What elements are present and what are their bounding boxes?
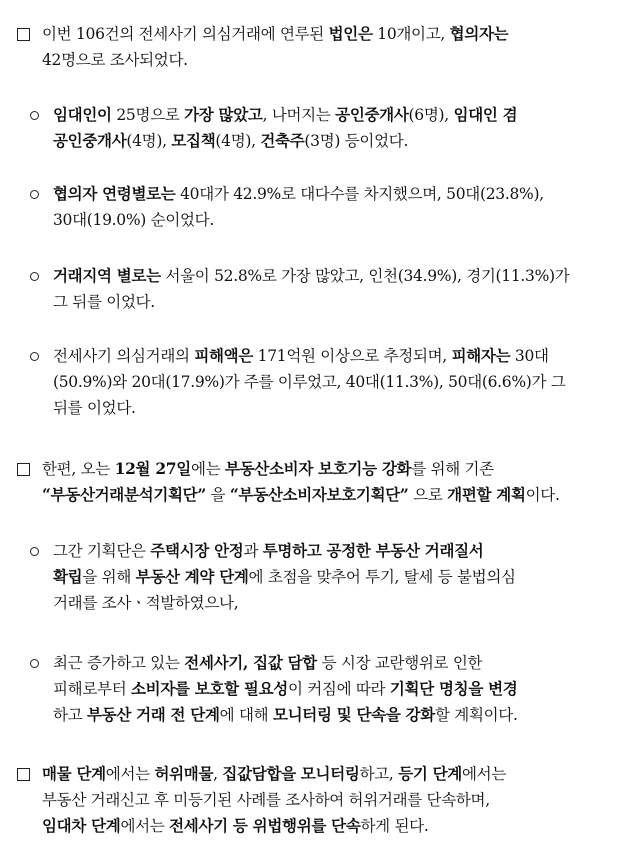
bold-text-run: 건축주: [260, 131, 305, 150]
bold-text-run: 등기 단계: [398, 764, 462, 783]
bold-text-run: “부동산거래분석기획단”: [42, 485, 206, 504]
text-run: 171억원 이상으로 추정되며,: [253, 347, 452, 365]
text-line: [53, 702, 605, 728]
text-run: 을: [205, 486, 230, 504]
text-run: 42명으로 조사되었다.: [42, 51, 188, 69]
text-run: 그간 기획단은: [53, 542, 151, 560]
text-line: [42, 787, 608, 813]
text-run: 40대가 42.9%로 대다수를 차지했으며, 50대(23.8%),: [175, 185, 544, 203]
bold-text-run: 임대차 단계: [42, 816, 121, 835]
text-run: 에서는: [120, 817, 170, 835]
circle-bullet-icon: [30, 538, 39, 564]
bold-text-run: 집값담합을 모니터링: [222, 764, 360, 783]
square-bullet-icon: [17, 21, 30, 49]
bold-text-run: 공인중개사: [53, 131, 127, 150]
section-paragraph: [42, 456, 604, 508]
text-run: 피해로부터: [53, 680, 131, 698]
bullet-paragraph: [53, 102, 605, 154]
text-line: [53, 650, 605, 676]
text-run: 그 뒤를 이었다.: [53, 293, 155, 311]
text-run: (4명),: [126, 132, 172, 150]
circle-bullet-icon: [30, 343, 39, 369]
bold-text-run: 기획단 명칭을 변경: [389, 679, 518, 698]
bold-text-run: 소비자를 보호할 필요성: [131, 679, 288, 698]
text-line: [53, 564, 605, 590]
text-line: [42, 813, 608, 839]
bullet-paragraph: [53, 263, 605, 315]
bold-text-run: 주택시장 안정: [150, 541, 244, 560]
bold-text-run: 모니터링 및 단속을 강화: [272, 705, 435, 724]
text-line: [53, 128, 605, 154]
text-run: 하고,: [359, 765, 399, 783]
bold-text-run: 협의자는: [449, 24, 509, 43]
bold-text-run: 매물 단계: [42, 764, 106, 783]
text-line: [53, 590, 605, 616]
text-line: [53, 369, 605, 395]
text-line: [53, 676, 605, 702]
text-run: (3명) 등이었다.: [304, 132, 409, 150]
text-run: (6명),: [408, 106, 454, 124]
circle-bullet-icon: [30, 650, 39, 676]
bold-text-run: 임대인 겸: [453, 105, 518, 124]
text-run: 할 계획이다.: [434, 706, 518, 724]
bold-text-run: 거래지역 별로는: [53, 266, 161, 285]
text-run: 으로: [408, 486, 448, 504]
bullet-paragraph: [53, 181, 605, 233]
text-run: (4명),: [215, 132, 261, 150]
section-paragraph: [42, 761, 608, 839]
bold-text-run: 임대인이: [53, 105, 112, 124]
bold-text-run: 피해자는: [451, 346, 511, 365]
section-paragraph: [42, 21, 608, 73]
bold-text-run: 12월 27일: [114, 459, 191, 478]
square-bullet-icon: [17, 761, 30, 789]
circle-bullet-icon: [30, 102, 39, 128]
square-bullet-icon: [17, 456, 30, 484]
bold-text-run: 확립: [53, 567, 83, 586]
bold-text-run: 부동산 계약 단계: [135, 567, 249, 586]
text-run: 거래를 조사ㆍ적발하였으나,: [53, 594, 239, 612]
circle-bullet-icon: [30, 181, 39, 207]
bold-text-run: 공인중개사: [335, 105, 409, 124]
bold-text-run: 부동산소비자 보호기능 강화: [224, 459, 412, 478]
text-run: 에 초점을 맞추어 투기, 탈세 등 불법의심: [248, 568, 516, 586]
bold-text-run: 가장 많았고: [184, 105, 263, 124]
text-run: 에는: [190, 460, 225, 478]
text-run: 30대: [510, 347, 549, 365]
bold-text-run: “부동산소비자보호기획단”: [229, 485, 409, 504]
bold-text-run: 법인은: [328, 24, 373, 43]
text-run: 이번 106건의 전세사기 의심거래에 연루된: [42, 25, 329, 43]
text-line: [53, 181, 605, 207]
text-run: 부동산 거래신고 후 미등기된 사례를 조사하여 허위거래를 단속하며,: [42, 791, 490, 809]
bold-text-run: 투명하고 공정한 부동산 거래질서: [262, 541, 484, 560]
bold-text-run: 부동산 거래 전 단계: [86, 705, 220, 724]
text-line: [42, 761, 608, 787]
bold-text-run: 협의자 연령별로는: [53, 184, 176, 203]
text-run: 에서는: [461, 765, 507, 783]
bold-text-run: 전세사기, 집값 담합: [184, 653, 317, 672]
text-line: [42, 456, 604, 482]
bullet-paragraph: [53, 343, 605, 421]
text-run: 이다.: [525, 486, 560, 504]
text-line: [53, 395, 605, 421]
text-line: [53, 343, 605, 369]
text-run: 최근 증가하고 있는: [53, 654, 185, 672]
text-line: [42, 21, 608, 47]
text-run: 뒤를 이었다.: [53, 399, 136, 417]
text-run: 에 대해: [219, 706, 273, 724]
text-run: 30대(19.0%) 순이었다.: [53, 211, 214, 229]
text-run: 에서는: [105, 765, 155, 783]
text-run: 를 위해 기존: [411, 460, 494, 478]
bold-text-run: 모집책: [171, 131, 216, 150]
bold-text-run: 개편할 계획: [447, 485, 526, 504]
text-run: 하고: [53, 706, 87, 724]
text-run: 10개이고,: [372, 25, 450, 43]
bullet-paragraph: [53, 650, 605, 728]
bold-text-run: 피해액은: [194, 346, 254, 365]
text-run: 을 위해: [82, 568, 136, 586]
bullet-paragraph: [53, 538, 605, 616]
text-run: 과: [243, 542, 263, 560]
text-run: , 나머지는: [262, 106, 336, 124]
bold-text-run: 전세사기 등 위법행위를 단속: [169, 816, 361, 835]
text-line: [53, 538, 605, 564]
text-run: (50.9%)와 20대(17.9%)가 주를 이루었고, 40대(11.3%), 50대(6.6%)가 그: [53, 373, 566, 391]
text-line: [42, 47, 608, 73]
text-run: 이 커짐에 따라: [287, 680, 390, 698]
text-run: ,: [213, 765, 223, 783]
text-line: [53, 289, 605, 315]
bold-text-run: 허위매물: [154, 764, 214, 783]
text-run: 서울이 52.8%로 가장 많았고, 인천(34.9%), 경기(11.3%)가: [160, 267, 570, 285]
text-run: 하게 된다.: [360, 817, 429, 835]
text-line: [42, 482, 604, 508]
text-line: [53, 102, 605, 128]
text-run: 25명으로: [111, 106, 185, 124]
text-run: 등 시장 교란행위로 인한: [316, 654, 483, 672]
text-line: [53, 207, 605, 233]
text-run: 한편, 오는: [42, 460, 115, 478]
text-line: [53, 263, 605, 289]
circle-bullet-icon: [30, 263, 39, 289]
text-run: 전세사기 의심거래의: [53, 347, 195, 365]
